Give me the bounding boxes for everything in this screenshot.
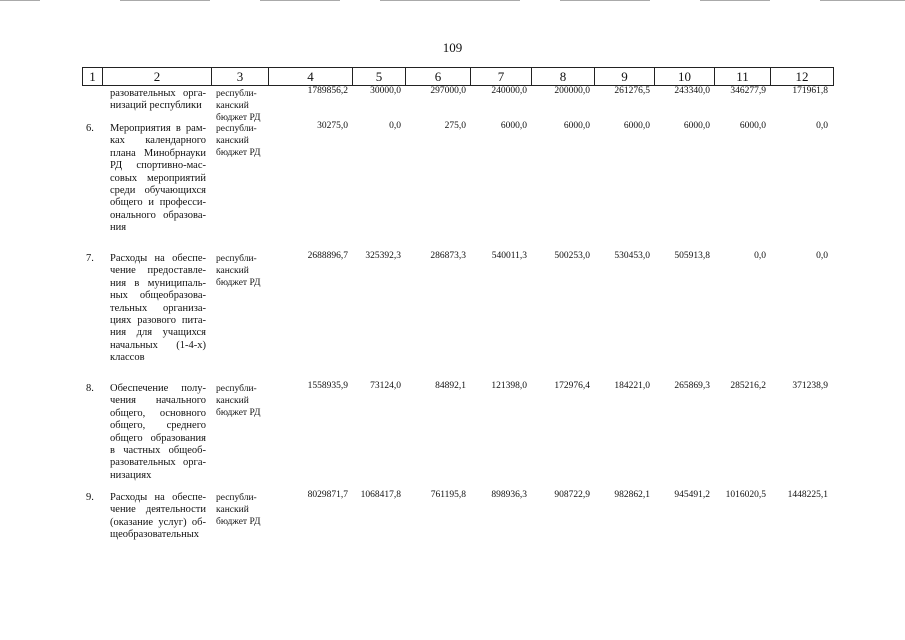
amount-cell: 6000,0 bbox=[500, 121, 527, 131]
item-name-line: Мероприятия в рам- bbox=[110, 123, 206, 134]
amount-cell: 0,0 bbox=[389, 121, 401, 131]
item-name-line: тельных организа- bbox=[110, 302, 206, 314]
amount-cell: 286873,3 bbox=[430, 251, 466, 261]
amount-cell: 200000,0 bbox=[554, 86, 590, 96]
amount-cell: 275,0 bbox=[444, 121, 466, 131]
item-name-line: разовательных орга- bbox=[110, 88, 206, 99]
scan-edge-line bbox=[260, 0, 340, 1]
scan-edge-line bbox=[120, 0, 210, 1]
funding-source-line: канский bbox=[216, 505, 249, 515]
item-name-line: Расходы на обеспе- bbox=[110, 253, 206, 264]
item-name-line: Обеспечение полу- bbox=[110, 383, 206, 394]
column-header: 2 bbox=[103, 68, 212, 85]
funding-source-line: бюджет РД bbox=[216, 148, 261, 158]
amount-cell: 1016020,5 bbox=[725, 490, 766, 500]
amount-cell: 1068417,8 bbox=[360, 490, 401, 500]
amount-cell: 184221,0 bbox=[614, 381, 650, 391]
column-header: 12 bbox=[795, 69, 809, 84]
column-header: 7 bbox=[471, 68, 532, 85]
amount-cell: 898936,3 bbox=[491, 490, 527, 500]
amount-cell: 505913,8 bbox=[674, 251, 710, 261]
amount-cell: 325392,3 bbox=[365, 251, 401, 261]
item-name-line: РД спортивно-мас- bbox=[110, 160, 206, 172]
item-name-line: чение деятельности bbox=[110, 504, 206, 516]
amount-cell: 1789856,2 bbox=[307, 86, 348, 96]
item-name-line: совых мероприятий bbox=[110, 172, 206, 184]
funding-source-line: республи- bbox=[216, 493, 257, 503]
item-name-line: низациях bbox=[110, 469, 152, 481]
item-name-line: среди обучающихся bbox=[110, 185, 206, 196]
amount-cell: 500253,0 bbox=[554, 251, 590, 261]
amount-cell: 346277,9 bbox=[730, 86, 766, 96]
amount-cell: 540011,3 bbox=[491, 251, 527, 261]
amount-cell: 171961,8 bbox=[792, 86, 828, 96]
column-header: 8 bbox=[532, 68, 595, 85]
row-number: 6. bbox=[86, 123, 94, 134]
amount-cell: 30000,0 bbox=[370, 86, 401, 96]
amount-cell: 908722,9 bbox=[554, 490, 590, 500]
item-name-line: ных общеобразова- bbox=[110, 290, 206, 302]
item-name-line: общего и професси- bbox=[110, 197, 206, 209]
amount-cell: 0,0 bbox=[816, 251, 828, 261]
funding-source-line: бюджет РД bbox=[216, 113, 261, 123]
funding-source-line: канский bbox=[216, 396, 249, 406]
item-name-line: (оказание услуг) об- bbox=[110, 516, 206, 528]
funding-source-line: республи- bbox=[216, 124, 257, 134]
column-header: 10 bbox=[655, 68, 715, 85]
item-name-line: начальных (1-4-х) bbox=[110, 339, 206, 351]
amount-cell: 243340,0 bbox=[674, 86, 710, 96]
item-name-line: общего, основного bbox=[110, 407, 206, 419]
amount-cell: 1448225,1 bbox=[787, 490, 828, 500]
funding-source-line: республи- bbox=[216, 384, 257, 394]
scan-edge-line bbox=[700, 0, 770, 1]
amount-cell: 8029871,7 bbox=[307, 490, 348, 500]
amount-cell: 240000,0 bbox=[491, 86, 527, 96]
item-name-line: чения начального bbox=[110, 395, 206, 407]
row-number: 7. bbox=[86, 253, 94, 264]
page-number: 109 bbox=[442, 40, 463, 55]
item-name-line: классов bbox=[110, 352, 145, 364]
amount-cell: 6000,0 bbox=[563, 121, 590, 131]
amount-cell: 84892,1 bbox=[435, 381, 466, 391]
column-header: 6 bbox=[406, 68, 471, 85]
item-name-line: щеобразовательных bbox=[110, 529, 199, 541]
funding-source-line: канский bbox=[216, 101, 249, 111]
column-header: 1 bbox=[83, 68, 103, 85]
amount-cell: 0,0 bbox=[754, 251, 766, 261]
amount-cell: 172976,4 bbox=[554, 381, 590, 391]
amount-cell: 945491,2 bbox=[674, 490, 710, 500]
row-number: 9. bbox=[86, 492, 94, 503]
column-header: 3 bbox=[212, 68, 269, 85]
item-name-line: разовательных орга- bbox=[110, 457, 206, 469]
table-header bbox=[82, 67, 834, 86]
amount-cell: 530453,0 bbox=[614, 251, 650, 261]
amount-cell: 73124,0 bbox=[370, 381, 401, 391]
column-header: 4 bbox=[269, 68, 353, 85]
item-name-line: низаций республики bbox=[110, 100, 202, 112]
funding-source-line: канский bbox=[216, 136, 249, 146]
amount-cell: 0,0 bbox=[816, 121, 828, 131]
item-name-line: плана Минобрнауки bbox=[110, 147, 206, 159]
amount-cell: 6000,0 bbox=[739, 121, 766, 131]
amount-cell: 261276,5 bbox=[614, 86, 650, 96]
funding-source-line: бюджет РД bbox=[216, 278, 261, 288]
item-name-line: ния bbox=[110, 222, 127, 234]
item-name-line: Расходы на обеспе- bbox=[110, 492, 206, 503]
row-number: 8. bbox=[86, 383, 94, 394]
funding-source-line: канский bbox=[216, 266, 249, 276]
item-name-line: онального образова- bbox=[110, 209, 206, 221]
scan-edge-line bbox=[820, 0, 905, 1]
column-header: 9 bbox=[595, 68, 655, 85]
item-name-line: общего образования bbox=[110, 432, 206, 444]
scan-edge-line bbox=[560, 0, 650, 1]
amount-cell: 297000,0 bbox=[430, 86, 466, 96]
amount-cell: 121398,0 bbox=[491, 381, 527, 391]
scan-edge-line bbox=[0, 0, 40, 1]
amount-cell: 371238,9 bbox=[792, 381, 828, 391]
amount-cell: 285216,2 bbox=[730, 381, 766, 391]
item-name-line: в частных общеоб- bbox=[110, 445, 206, 456]
amount-cell: 982862,1 bbox=[614, 490, 650, 500]
amount-cell: 2688896,7 bbox=[307, 251, 348, 261]
item-name-line: циях разового пита- bbox=[110, 315, 206, 326]
scan-edge-line bbox=[380, 0, 520, 1]
column-header: 5 bbox=[353, 68, 406, 85]
funding-source-line: бюджет РД bbox=[216, 517, 261, 527]
amount-cell: 6000,0 bbox=[623, 121, 650, 131]
item-name-line: чение предоставле- bbox=[110, 265, 206, 277]
column-header: 11 bbox=[715, 68, 771, 85]
item-name-line: ках календарного bbox=[110, 135, 206, 147]
funding-source-line: республи- bbox=[216, 254, 257, 264]
amount-cell: 265869,3 bbox=[674, 381, 710, 391]
amount-cell: 6000,0 bbox=[683, 121, 710, 131]
item-name-line: общего, среднего bbox=[110, 420, 206, 432]
amount-cell: 30275,0 bbox=[317, 121, 348, 131]
item-name-line: ния в муниципаль- bbox=[110, 277, 206, 289]
amount-cell: 761195,8 bbox=[430, 490, 466, 500]
funding-source-line: бюджет РД bbox=[216, 408, 261, 418]
item-name-line: ния для учащихся bbox=[110, 327, 206, 339]
funding-source-line: республи- bbox=[216, 89, 257, 99]
amount-cell: 1558935,9 bbox=[307, 381, 348, 391]
